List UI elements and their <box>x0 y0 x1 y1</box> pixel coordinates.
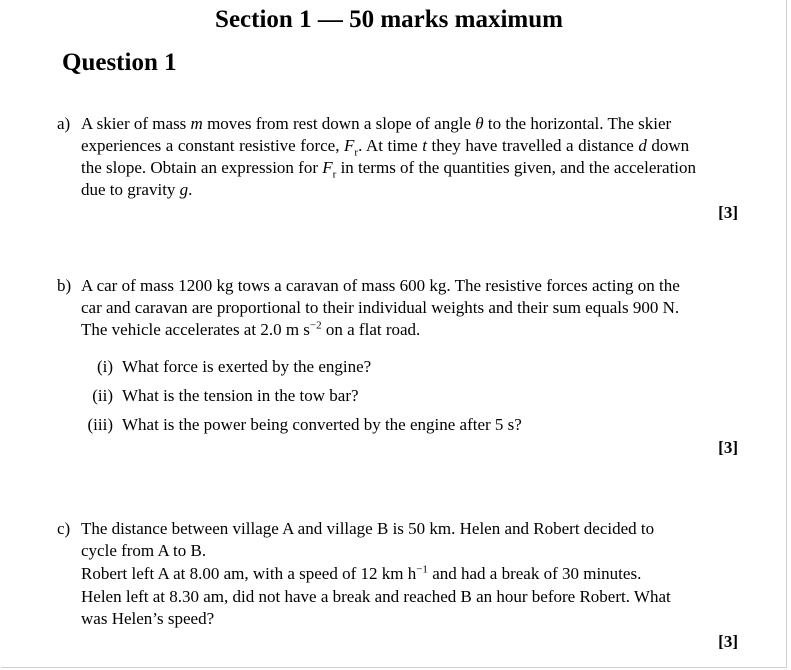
part-a-line-1: A skier of mass m moves from rest down a slope of angle θ to the horizontal. The skier <box>81 114 672 133</box>
part-a-line-2: experiences a constant resistive force, $F_r$. At time t they have travelled a distance d down <box>81 136 690 159</box>
part-a-line-4: due to gravity g. <box>81 180 193 199</box>
part-a-line-3: the slope. Obtain an expression for $F_r$ in terms of the quantities given, and the acceleration <box>81 158 697 181</box>
part-a-marks: [3] <box>718 203 738 222</box>
part-c-line-5: was Helen’s speed? <box>81 609 215 628</box>
sub-question-text: What force is exerted by the engine? <box>122 357 372 376</box>
part-c-line-1: The distance between village A and village B is 50 km. Helen and Robert decided to <box>81 519 655 538</box>
part-a-label: a) <box>57 114 71 133</box>
part-b-line-3: The vehicle accelerates at 2.0 m $s^{-2}$ on a flat road. <box>81 319 421 339</box>
section-title: Section 1 — 50 marks maximum <box>215 6 563 33</box>
part-c-line-3: Robert left A at 8.00 am, with a speed of 12 km $h^{-1}$ and had a break of 30 minutes. <box>81 563 642 583</box>
part-c-line-4: Helen left at 8.30 am, did not have a break and reached B an hour before Robert. What <box>81 587 671 606</box>
sub-question-text: What is the power being converted by the engine after 5 s? <box>122 415 522 434</box>
part-c-line-2: cycle from A to B. <box>81 541 207 560</box>
sub-question-text: What is the tension in the tow bar? <box>122 386 359 405</box>
question-title: Question 1 <box>62 49 177 76</box>
sub-question-label: (ii) <box>92 386 113 405</box>
sub-question-label: (iii) <box>87 415 113 434</box>
part-b-marks: [3] <box>718 438 738 457</box>
part-b-line-2: car and caravan are proportional to their individual weights and their sum equals 900 N. <box>81 298 680 317</box>
sub-question-label: (i) <box>96 357 113 376</box>
part-b-label: b) <box>57 276 72 295</box>
part-b-line-1: A car of mass 1200 kg tows a caravan of mass 600 kg. The resistive forces acting on the <box>81 276 680 295</box>
part-c-label: c) <box>57 519 71 538</box>
document-page <box>1 0 787 668</box>
part-c-marks: [3] <box>718 632 738 651</box>
